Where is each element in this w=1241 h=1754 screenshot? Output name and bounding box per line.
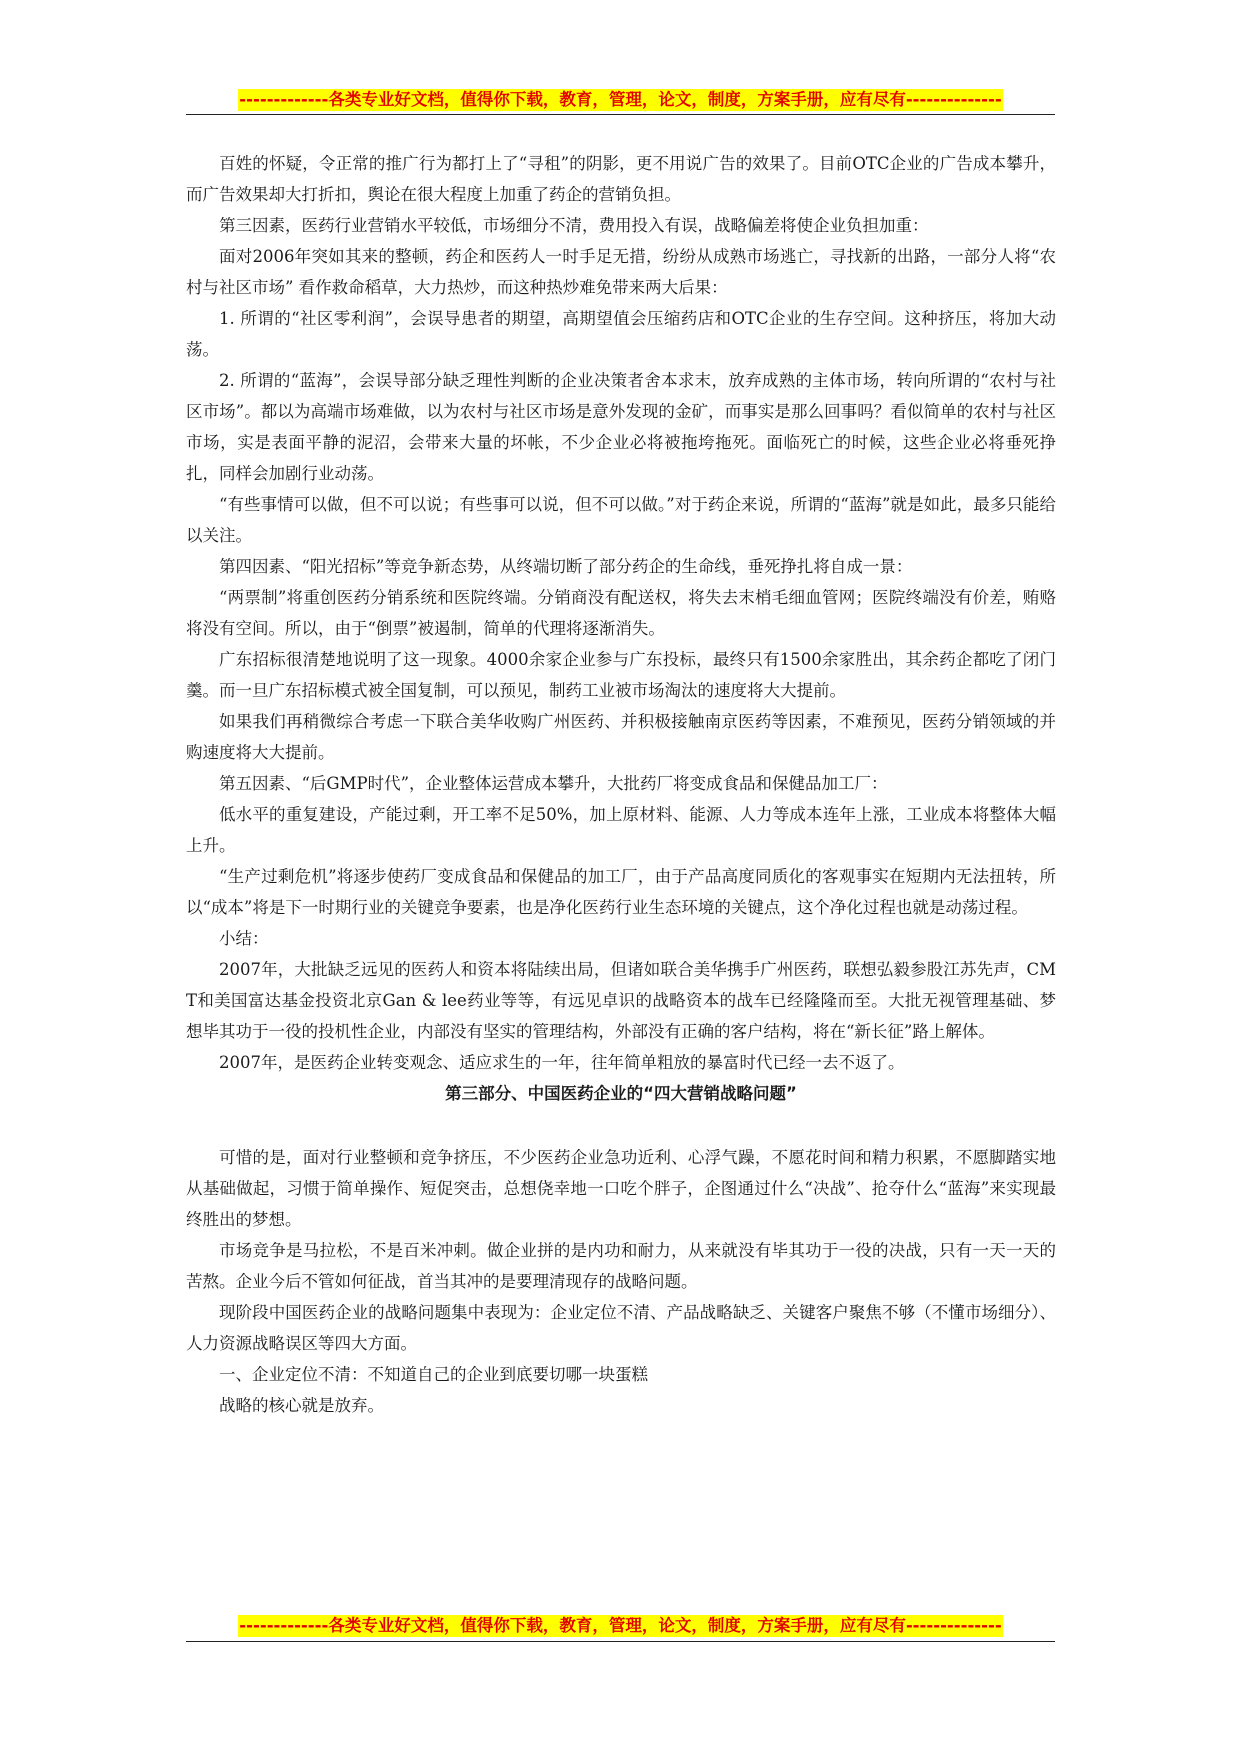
paragraph: 战略的核心就是放弃。 [219,1396,384,1415]
header-banner-text: -------------各类专业好文档，值得你下载，教育，管理，论文，制度，方案手册，应有尽有-------------- [239,90,1002,109]
paragraph: 面对2006年突如其来的整顿，药企和医药人一时手足无措，纷纷从成熟市场逃亡，寻找新的出路，一部分人将“农村与社区市场” 看作救命稻草，大力热炒，而这种热炒难免带来两大后果： [186,247,1056,297]
paragraph: 第五因素、“后GMP时代”，企业整体运营成本攀升，大批药厂将变成食品和保健品加工厂： [219,774,888,793]
document-body [186,148,1056,1421]
paragraph: 2007年，是医药企业转变观念、适应求生的一年，往年简单粗放的暴富时代已经一去不返了。 [219,1053,905,1072]
paragraph: 2. 所谓的“蓝海”，会误导部分缺乏理性判断的企业决策者舍本求末，放弃成熟的主体市场，转向所谓的“农村与社区市场”。都以为高端市场难做，以为农村与社区市场是意外发现的金矿，而事实是那么回事吗？看似简单的农村与社区市场，实是表面平静的泥沼，会带来大量的坏帐，不少企业必将被拖垮拖死。面临死亡的时候，这些企业必将垂死挣扎，同样会加剧行业动荡。 [186,371,1056,483]
paragraph: “两票制”将重创医药分销系统和医院终端。分销商没有配送权，将失去末梢毛细血管网；医院终端没有价差，贿赂将没有空间。所以，由于“倒票”被遏制，简单的代理将逐渐消失。 [186,588,1056,638]
paragraph: “有些事情可以做，但不可以说；有些事可以说，但不可以做。”对于药企来说，所谓的“蓝海”就是如此，最多只能给以关注。 [186,495,1056,545]
footer-banner-text: -------------各类专业好文档，值得你下载，教育，管理，论文，制度，方案手册，应有尽有-------------- [239,1616,1002,1635]
paragraph: 百姓的怀疑，令正常的推广行为都打上了“寻租”的阴影，更不用说广告的效果了。目前OTC企业的广告成本攀升，而广告效果却大打折扣，舆论在很大程度上加重了药企的营销负担。 [186,154,1056,204]
section-spacer [186,1109,1056,1142]
paragraph: 第四因素、“阳光招标”等竞争新态势，从终端切断了部分药企的生命线，垂死挣扎将自成一景： [219,557,913,576]
section-heading: 第三部分、中国医药企业的“四大营销战略问题” [445,1084,797,1103]
paragraph: 2007年，大批缺乏远见的医药人和资本将陆续出局，但诸如联合美华携手广州医药，联想弘毅参股江苏先声，CMT和美国富达基金投资北京Gan & lee药业等等，有远见卓识的战略资本的战车已经隆隆而至。大批无视管理基础、梦想毕其功于一役的投机性企业，内部没有坚实的管理结构，外部没有正确的客户结构，将在“新长征”路上解体。 [186,960,1056,1041]
paragraph: 1. 所谓的“社区零利润”，会误导患者的期望，高期望值会压缩药店和OTC企业的生存空间。这种挤压，将加大动荡。 [186,309,1056,359]
footer-rule [186,1641,1055,1642]
paragraph: 可惜的是，面对行业整顿和竞争挤压，不少医药企业急功近利、心浮气躁，不愿花时间和精力积累，不愿脚踏实地从基础做起，习惯于简单操作、短促突击，总想侥幸地一口吃个胖子，企图通过什么“决战”、抢夺什么“蓝海”来实现最终胜出的梦想。 [186,1148,1056,1229]
paragraph: “生产过剩危机”将逐步使药厂变成食品和保健品的加工厂，由于产品高度同质化的客观事实在短期内无法扭转，所以“成本”将是下一时期行业的关键竞争要素，也是净化医药行业生态环境的关键点，这个净化过程也就是动荡过程。 [186,867,1056,917]
paragraph: 小结： [219,929,269,948]
paragraph: 广东招标很清楚地说明了这一现象。4000余家企业参与广东投标，最终只有1500余家胜出，其余药企都吃了闭门羹。而一旦广东招标模式被全国复制，可以预见，制药工业被市场淘汰的速度将大大提前。 [186,650,1056,700]
footer-banner [0,1615,1241,1637]
paragraph: 一、企业定位不清：不知道自己的企业到底要切哪一块蛋糕 [219,1365,648,1384]
header-rule [186,114,1055,115]
paragraph: 如果我们再稍微综合考虑一下联合美华收购广州医药、并积极接触南京医药等因素，不难预见，医药分销领域的并购速度将大大提前。 [186,712,1056,762]
header-banner [0,89,1241,111]
paragraph: 市场竞争是马拉松，不是百米冲刺。做企业拼的是内功和耐力，从来就没有毕其功于一役的决战，只有一天一天的苦熬。企业今后不管如何征战，首当其冲的是要理清现存的战略问题。 [186,1241,1056,1291]
paragraph: 第三因素，医药行业营销水平较低，市场细分不清，费用投入有误，战略偏差将使企业负担加重： [219,216,929,235]
paragraph: 低水平的重复建设，产能过剩，开工率不足50%，加上原材料、能源、人力等成本连年上涨，工业成本将整体大幅上升。 [186,805,1056,855]
paragraph: 现阶段中国医药企业的战略问题集中表现为：企业定位不清、产品战略缺乏、关键客户聚焦不够（不懂市场细分）、人力资源战略误区等四大方面。 [186,1303,1056,1353]
